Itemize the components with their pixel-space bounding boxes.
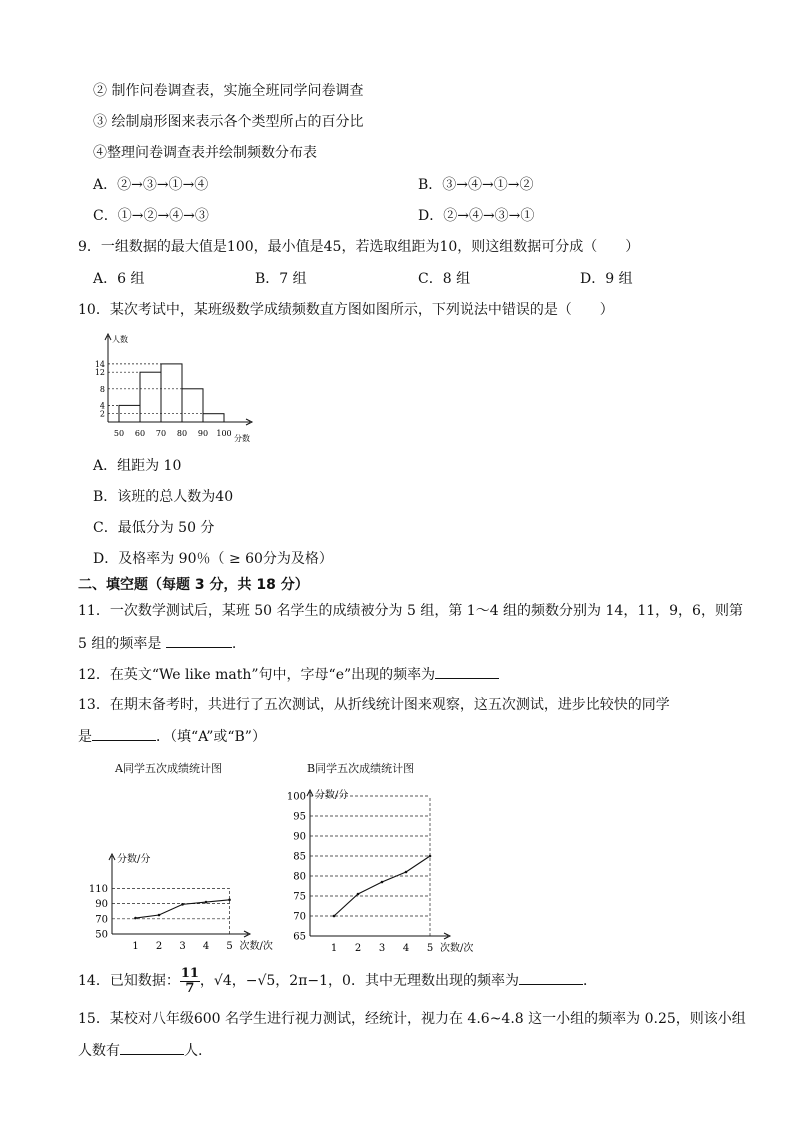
q8-step-4: ④整理问卷调查表并绘制频数分布表 [93,145,317,161]
q9-option-d: D．9 组 [580,271,633,287]
q11-answer-blank[interactable] [166,633,232,648]
x-tick-label: 1 [330,943,338,954]
y-tick-label: 80 [293,871,306,883]
q9-stem: 9．一组数据的最大值是100，最小值是45，若选取组距为10，则这组数据可分成（ ） [78,239,640,255]
chart-a-title: A同学五次成绩统计图 [115,762,222,775]
y-tick-label: 4 [99,401,105,411]
data-point [158,914,161,917]
y-tick-label: 90 [95,899,108,911]
q10-option-b: B．该班的总人数为40 [93,489,234,505]
q14-fraction [180,967,200,996]
q10-option-c: C．最低分为 50 分 [93,520,215,536]
q13-start: 是 [78,729,92,745]
q8-option-c: C．①→②→④→③ [93,208,209,224]
q12-line [78,664,499,685]
histogram-bar [203,414,224,422]
q9-option-a: A．6 组 [93,271,145,287]
x-tick-label: 90 [197,429,209,438]
q11-line2-text: 5 组的频率是 [78,636,166,652]
q15-answer-blank[interactable] [120,1040,184,1055]
y-tick-label: 70 [95,914,108,926]
line-chart-b [280,784,490,954]
q14-end: ． [582,973,597,989]
y-tick-label: 65 [293,931,306,943]
x-tick-label: 2 [155,941,163,952]
series-line [136,900,230,918]
y-tick-label: 110 [88,883,108,895]
q13-line1: 13．在期末备考时，共进行了五次测试，从折线统计图来观察，这五次测试，进步比较快的同学 [78,697,670,713]
q8-option-a: A．②→③→①→④ [93,177,209,193]
y-axis-label: 人数 [112,335,128,344]
y-tick-label: 85 [293,851,306,863]
x-tick-label: 50 [113,429,125,438]
y-tick-label: 100 [286,791,306,803]
q14-start: 14．已知数据： [78,973,180,989]
x-tick-label: 4 [402,943,410,954]
q15-start: 人数有 [78,1043,120,1059]
q15-line1: 15．某校对八年级600 名学生进行视力测试，经统计，视力在 4.6~4.8 这一小组的频率为 0.25，则该小组 [78,1011,746,1027]
x-tick-label: 3 [179,941,186,952]
data-point [228,899,231,902]
y-tick-label: 90 [293,831,306,843]
y-tick-label: 14 [94,359,105,369]
data-point [134,917,137,920]
y-tick-label: 70 [293,911,306,923]
x-tick-label: 3 [378,943,386,954]
histogram-bar [140,372,161,422]
y-tick-label: 2 [99,409,105,419]
q12-answer-blank[interactable] [435,664,499,679]
x-tick-label: 1 [132,941,139,952]
q13-answer-blank[interactable] [92,726,156,741]
q11-line1: 11．一次数学测试后，某班 50 名学生的成绩被分为 5 组，第 1～4 组的频数分别为 14，11，9，6，则第 [78,603,743,619]
q12-text: 12．在英文“We like math”句中，字母“e”出现的频率为 [78,667,436,683]
histogram-chart [86,330,286,448]
q11-end: . [231,636,237,652]
q11-line2 [78,633,236,654]
q14-answer-blank[interactable] [519,970,583,985]
q8-step-2: ② 制作问卷调查表，实施全班同学问卷调查 [93,83,364,99]
x-tick-label: 60 [134,429,146,438]
data-point [181,903,184,906]
y-tick-label: 95 [293,811,306,823]
data-point [205,901,208,904]
q10-stem: 10．某次考试中，某班级数学成绩频数直方图如图所示，下列说法中错误的是（ ） [78,302,614,318]
q13-line2 [78,726,266,747]
q15-line2 [78,1040,202,1061]
data-point [357,893,360,896]
q13-end: ．（填“A”或“B”） [156,729,266,745]
data-point [381,881,384,884]
q9-option-c: C．8 组 [418,271,471,287]
x-tick-label: 4 [202,941,210,952]
x-tick-label: 5 [226,941,233,952]
x-tick-label: 70 [155,429,167,438]
y-tick-label: 50 [95,929,108,941]
q10-option-a: A．组距为 10 [93,458,182,474]
chart-b-title: B同学五次成绩统计图 [307,762,415,775]
line-chart-a [86,848,286,954]
q14-frac-denominator: 7 [185,980,195,996]
histogram-bar [182,389,203,422]
y-tick-label: 12 [94,368,105,378]
series-line [334,856,430,916]
y-tick-label: 75 [293,891,306,903]
x-tick-label: 100 [216,429,232,438]
q8-option-b: B．③→④→①→② [418,177,534,193]
y-tick-label: 8 [99,384,105,394]
q14-frac-numerator: 11 [180,965,199,981]
q8-option-d: D．②→④→③→① [418,208,535,224]
histogram-bar [161,364,182,422]
x-axis-label: 分数 [234,434,250,443]
x-axis-label: 次数/次 [440,943,474,954]
x-tick-label: 5 [426,943,434,954]
data-point [405,871,408,874]
q15-end: 人. [184,1043,203,1059]
x-tick-label: 2 [354,943,362,954]
x-tick-label: 80 [176,429,188,438]
data-point [429,855,432,858]
data-point [333,915,336,918]
q9-option-b: B．7 组 [255,271,307,287]
q8-step-3: ③ 绘制扇形图来表示各个类型所占的百分比 [93,114,364,130]
y-axis-label: 分数/分 [315,790,349,801]
q14-rest: ，√4，−√5，2π−1，0．其中无理数出现的频率为 [199,973,519,989]
y-axis-label: 分数/分 [117,854,151,865]
q10-option-d: D．及格率为 90％（ ≥ 60分为及格） [93,551,333,567]
q14-line [78,966,597,996]
x-axis-label: 次数/次 [239,941,273,952]
section-heading: 二、填空题（每题 3 分，共 18 分） [78,577,309,593]
